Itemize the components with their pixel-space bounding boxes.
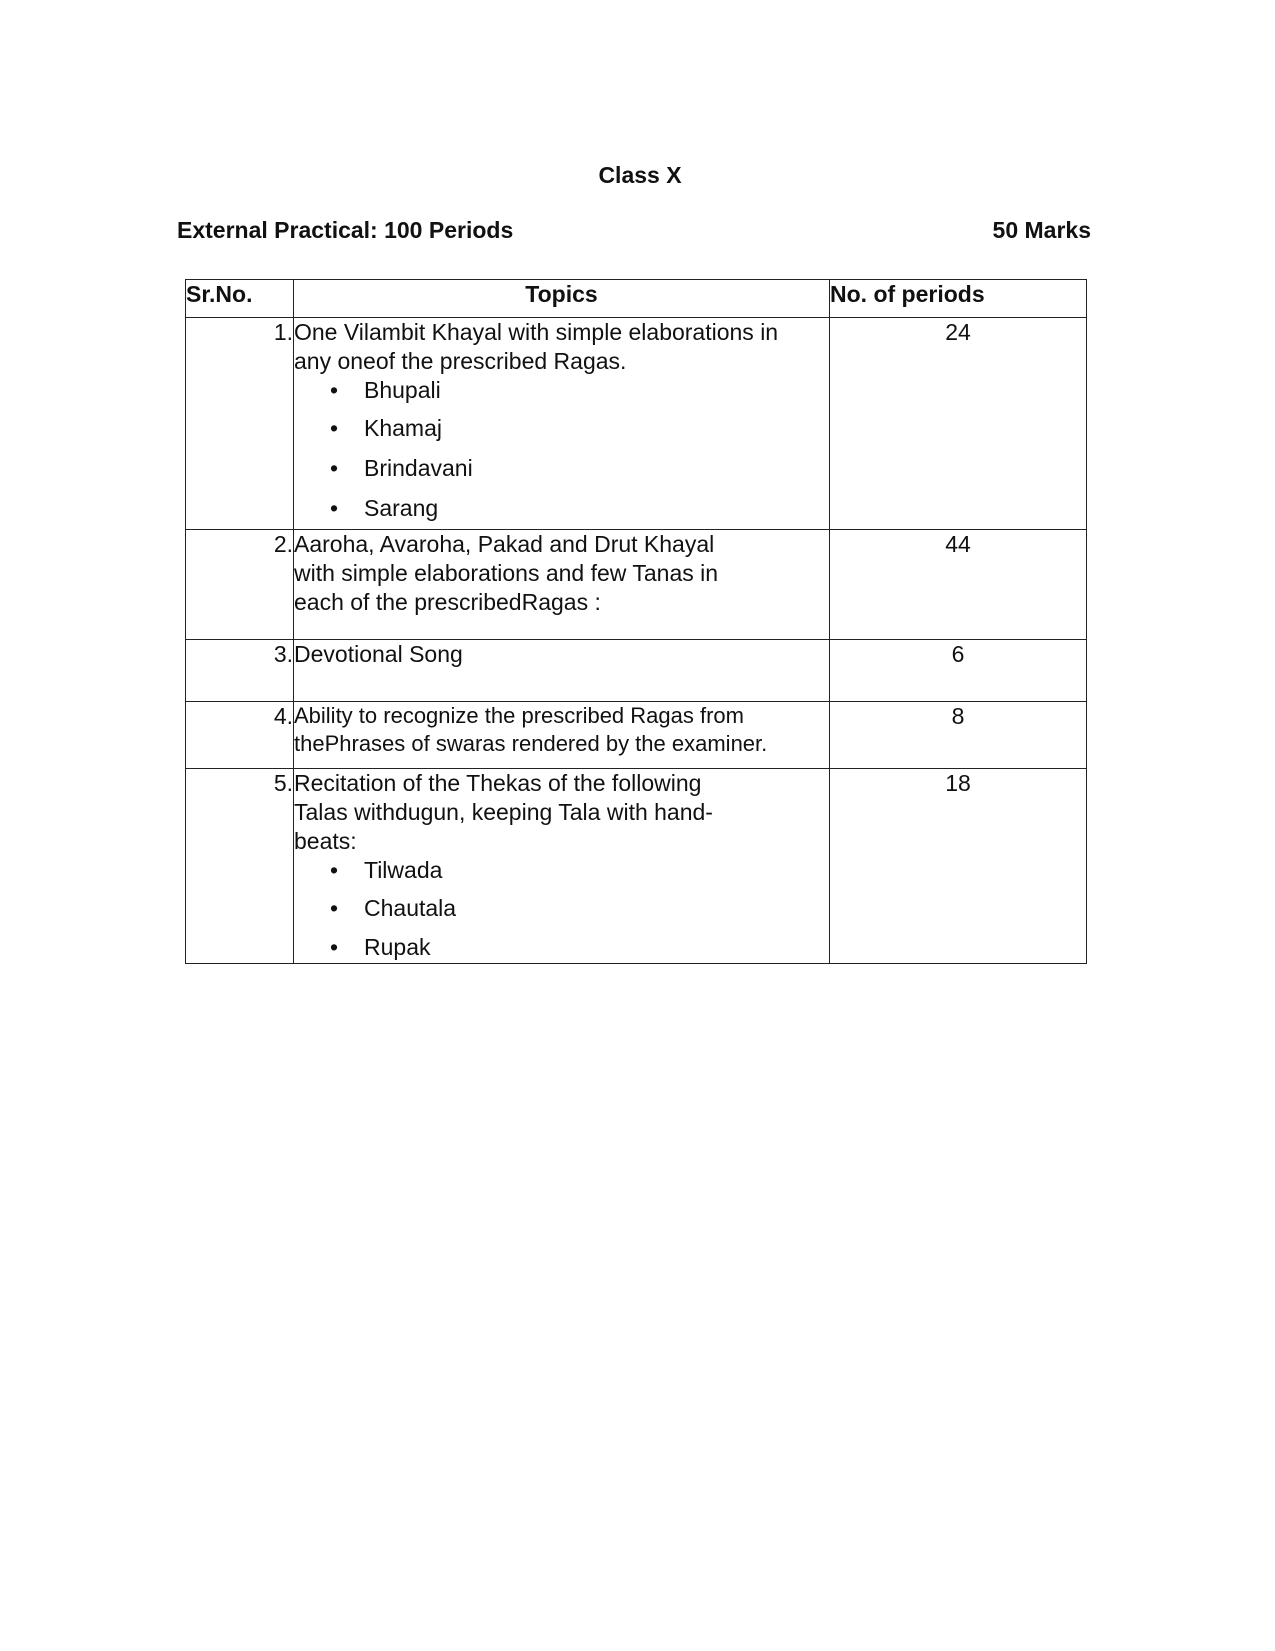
- row-topic: [294, 318, 830, 530]
- list-item-label: Tilwada: [364, 857, 443, 883]
- topic-line: Aaroha, Avaroha, Pakad and Drut Khayal: [294, 531, 715, 557]
- table-row: [186, 530, 1087, 640]
- bullet-icon: •: [330, 857, 339, 883]
- list-item-label: Rupak: [364, 934, 431, 960]
- row-periods: 44: [830, 530, 1087, 640]
- table-row: [186, 702, 1087, 769]
- topic-line: One Vilambit Khayal with simple elaborations in: [294, 319, 779, 345]
- list-item-label: Sarang: [364, 495, 439, 521]
- table-row: [186, 640, 1087, 702]
- list-item: [330, 894, 829, 933]
- tala-list: [294, 856, 829, 962]
- topic-line: Ability to recognize the prescribed Ragas from: [294, 703, 744, 728]
- row-sr-no: 5.: [186, 769, 294, 964]
- row-periods: 24: [830, 318, 1087, 530]
- row-periods: 18: [830, 769, 1087, 964]
- row-topic: [294, 769, 830, 964]
- list-item: [330, 376, 829, 405]
- list-item-label: Chautala: [364, 895, 457, 921]
- row-sr-no: 3.: [186, 640, 294, 702]
- list-item: [330, 933, 829, 962]
- topic-line: Talas withdugun, keeping Tala with hand-: [294, 799, 713, 825]
- row-periods: 8: [830, 702, 1087, 769]
- bullet-icon: •: [330, 455, 339, 481]
- column-header-periods: No. of periods: [830, 280, 1087, 318]
- topic-line: any oneof the prescribed Ragas.: [294, 348, 627, 374]
- list-item: [330, 494, 829, 523]
- row-sr-no: 4.: [186, 702, 294, 769]
- topic-line: Recitation of the Thekas of the following: [294, 770, 702, 796]
- row-sr-no: 2.: [186, 530, 294, 640]
- list-item-label: Brindavani: [364, 455, 473, 481]
- table-row: [186, 769, 1087, 964]
- topic-line: each of the prescribedRagas :: [294, 589, 601, 615]
- list-item: [330, 454, 829, 494]
- list-item: [330, 414, 829, 454]
- column-header-sr-no: Sr.No.: [186, 280, 294, 318]
- row-topic: [294, 702, 830, 769]
- table-row: [186, 318, 1087, 530]
- bullet-icon: •: [330, 934, 339, 960]
- section-label: External Practical: 100 Periods: [177, 217, 514, 243]
- page-title: Class X: [598, 162, 682, 188]
- list-item-label: Khamaj: [364, 415, 442, 441]
- list-item: [330, 856, 829, 885]
- row-periods: 6: [830, 640, 1087, 702]
- bullet-icon: •: [330, 895, 339, 921]
- column-header-topics: Topics: [294, 280, 830, 318]
- marks-label: 50 Marks: [992, 217, 1091, 243]
- topic-line: thePhrases of swaras rendered by the examiner.: [294, 731, 768, 756]
- bullet-icon: •: [330, 415, 339, 441]
- topic-line: Devotional Song: [294, 641, 463, 667]
- bullet-icon: •: [330, 495, 339, 521]
- raga-list: [294, 376, 829, 523]
- row-topic: [294, 640, 830, 702]
- bullet-icon: •: [330, 377, 339, 403]
- row-topic: [294, 530, 830, 640]
- row-sr-no: 1.: [186, 318, 294, 530]
- topic-line: beats:: [294, 828, 357, 854]
- syllabus-table: [185, 279, 1087, 964]
- list-item-label: Bhupali: [364, 377, 441, 403]
- table-header-row: [186, 280, 1087, 318]
- topic-line: with simple elaborations and few Tanas in: [294, 560, 719, 586]
